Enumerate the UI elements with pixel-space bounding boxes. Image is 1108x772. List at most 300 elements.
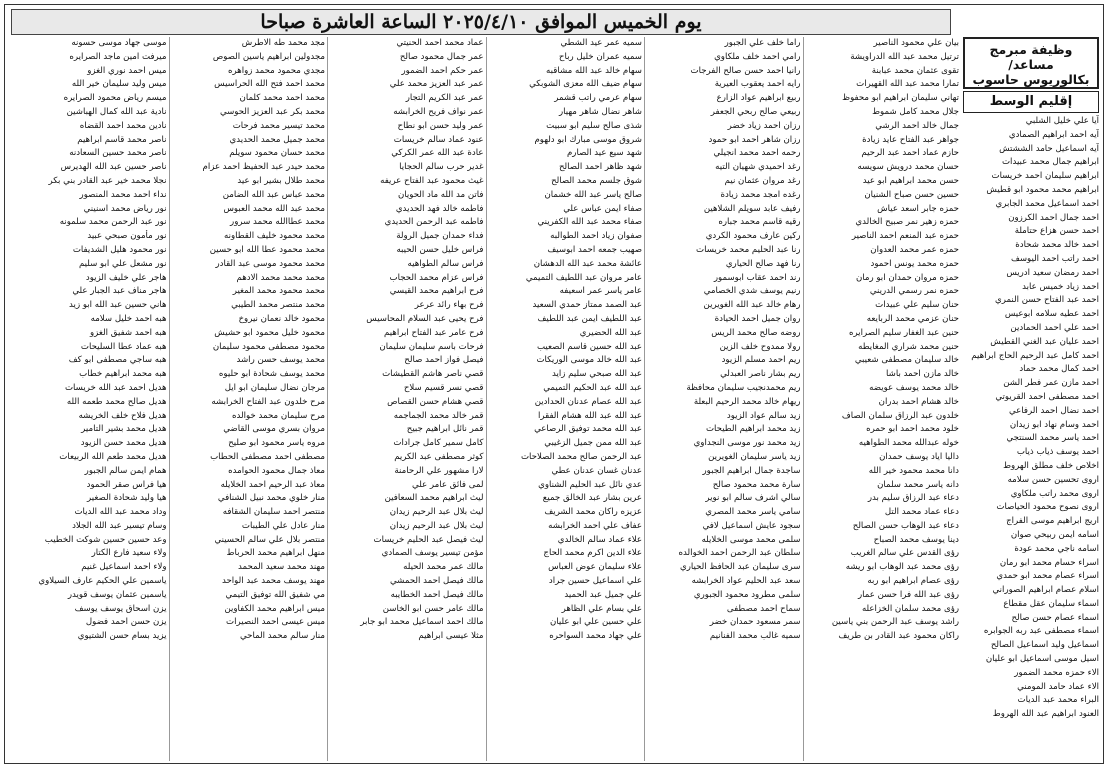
name-entry: عزيزه راكان محمد الشريف bbox=[544, 507, 642, 518]
name-entry: سهام عرمي راتب قشمر bbox=[554, 93, 642, 104]
name-entry: عبد الله صبحي سليم زايد bbox=[551, 369, 642, 380]
name-entry: هديل صالح محمد طعمه الله bbox=[66, 396, 167, 407]
name-entry: مالك عامر حسن ابو الخاسن bbox=[382, 603, 484, 614]
name-entry: ربيعي صالح ربحي الجعفر bbox=[710, 106, 801, 117]
name-entry: ياسمين علي الحكيم عارف السيلاوي bbox=[38, 576, 167, 587]
name-entry: شهد سيع عيد الصارم bbox=[566, 148, 642, 159]
name-entry: حازم عماد احمد عبد الرحيم bbox=[861, 148, 959, 159]
name-entry: سلطان عبد الرحمن احمد الخوالده bbox=[678, 548, 801, 559]
name-entry: دانا محمد محمود خير الله bbox=[868, 465, 959, 476]
name-entry: محمد عباس عبد الله الضامن bbox=[222, 189, 325, 200]
name-entry: احمد عبد الفتاح حسن النمري bbox=[994, 295, 1099, 306]
name-entry: ابراهيم محمد محمود ابو قطيش bbox=[986, 184, 1099, 195]
name-entry: احمد زياد خميس عابد bbox=[1022, 281, 1099, 292]
name-entry: فراس عزام محمد الحجاب bbox=[389, 272, 484, 283]
name-entry: علاء سليمان عوض العباس bbox=[548, 562, 642, 573]
name-entry: رؤى عبد الله فرا حسن عمار bbox=[858, 589, 959, 600]
name-entry: تهاني سليمان ابراهيم ابو محفوظ bbox=[842, 93, 959, 104]
document-page bbox=[4, 4, 1104, 764]
name-entry: دعاء عبد الرزاق سليم بدر bbox=[867, 493, 959, 504]
name-entry: ميرفت امين ماجد الصرايره bbox=[69, 51, 167, 62]
name-entry: حسان محمد درويش سويسه bbox=[857, 162, 959, 173]
name-entry: حمزه محمد يونس احمود bbox=[870, 258, 959, 269]
name-entry: فرحات باسم سليمان سليمان bbox=[379, 341, 484, 352]
name-entry: اسراء عصام محمد ابو حمدي bbox=[996, 571, 1099, 582]
name-entry: احمد راتب احمد اليوسف bbox=[1010, 253, 1099, 264]
name-entry: معاذ عبد الرحيم احمد الخلايله bbox=[220, 479, 325, 490]
name-entry: رنيم يوسف شدي الخصامي bbox=[703, 286, 801, 297]
names-columns bbox=[11, 37, 961, 761]
name-entry: علي حسين علي ابو عليان bbox=[549, 617, 642, 628]
name-entry: رفيف عابد سويلم الشلاهين bbox=[703, 203, 801, 214]
name-entry: دينا يوسف محمد الصباح bbox=[873, 534, 959, 545]
name-entry: سالي اشرف سالم ابو نوير bbox=[705, 493, 801, 504]
names-column bbox=[327, 37, 486, 761]
name-entry: هبه احمد خليل سلامه bbox=[90, 313, 167, 324]
name-entry: رزان احمد زياد خضر bbox=[727, 120, 801, 131]
name-entry: نادية عبد الله كمال الهباشين bbox=[66, 106, 167, 117]
name-entry: حمزه جابر اسعد عياش bbox=[877, 203, 959, 214]
name-entry: سامي ياسر محمد المصري bbox=[705, 507, 801, 518]
name-entry: احمد حسن هزاع حتاملة bbox=[1014, 226, 1099, 237]
name-entry: احمد ياسر محمد السنتجي bbox=[1006, 433, 1099, 444]
name-entry: تقوى عثمان محمد عبابنة bbox=[871, 65, 959, 76]
name-entry: البراء محمد عبد الديات bbox=[1017, 695, 1099, 706]
name-entry: هبه ساجي مصطفى ابو كف bbox=[68, 355, 167, 366]
name-entry: ولاء احمد اسماعيل غنيم bbox=[81, 562, 167, 573]
name-entry: العنود ابراهيم عبد الله الهروط bbox=[992, 709, 1099, 720]
name-entry: منهل ابراهيم محمد الحرباط bbox=[226, 548, 325, 559]
name-entry: احمد عطيه سلامه ابوعيس bbox=[1004, 309, 1099, 320]
name-entry: سارة محمد محمود صالح bbox=[712, 479, 801, 490]
name-entry: نداء احمد محمد المنصور bbox=[79, 189, 167, 200]
name-entry: ريهام خالد محمد الرحيم البعلة bbox=[693, 396, 801, 407]
name-entry: عمر حكم احمد الضمور bbox=[401, 65, 484, 76]
name-entry: ميسم رياض محمود الصرايره bbox=[63, 93, 167, 104]
name-entry: احمد جمال احمد الكرزون bbox=[1008, 212, 1099, 223]
name-entry: راكان محمود عبد القادر بن طريف bbox=[838, 631, 959, 642]
name-entry: غيث محمود عبد الفتاح عريفه bbox=[380, 175, 484, 186]
name-entry: هديل فلاح خلف الخريشه bbox=[78, 410, 167, 421]
name-entry: عمر عبد العزيز محمد علي bbox=[389, 79, 484, 90]
name-entry: راما خلف علي الجبور bbox=[724, 38, 801, 48]
name-entry: عبد الله خالد موسى الوريكات bbox=[536, 355, 642, 366]
name-entry: محمد يوسف حسن راشد bbox=[236, 355, 325, 366]
name-entry: قمر خالد محمد الجماجمه bbox=[393, 410, 484, 421]
name-entry: اسماء سليمان عقل مقطاع bbox=[1003, 598, 1099, 609]
name-entry: مهند محمد سعيد المحمد bbox=[238, 562, 325, 573]
name-entry: رامي احمد خلف ملكاوي bbox=[714, 51, 801, 62]
name-entry: نور محمود هليل الشديفات bbox=[72, 244, 167, 255]
name-entry: اسماء عصام حسن صالح bbox=[1011, 612, 1099, 623]
name-entry: هاني حسين عبد الله ابو زيد bbox=[69, 300, 167, 311]
name-entry: مالك فيصل احمد الخطايبه bbox=[390, 589, 484, 600]
region-label: إقليم الوسط bbox=[963, 91, 1099, 113]
name-entry: محمد تيسير محمد فرحات bbox=[232, 120, 325, 131]
name-entry: عبد الله محمد توفيق الرصاعي bbox=[534, 424, 642, 435]
name-entry: ناصر محمد حسين السعادنه bbox=[69, 148, 167, 159]
name-entry: ميس وليد سليمان خير الله bbox=[71, 79, 167, 90]
name-entry: فيصل فواز احمد صالح bbox=[404, 355, 484, 366]
name-entry: سميه غالب محمد الفنانيم bbox=[709, 631, 801, 642]
job-title: وظيفة مبرمج مساعد/ bbox=[989, 42, 1073, 72]
name-entry: عامر ياسر عمر اسعيفه bbox=[559, 286, 642, 297]
name-entry: رؤى محمد سلمان الخزاعله bbox=[861, 603, 959, 614]
name-entry: عبد الصمد ممتاز حمدي السعيد bbox=[532, 300, 642, 311]
name-entry: ساجدة جمال ابراهيم الجبور bbox=[702, 465, 801, 476]
name-entry: زيد ياسر سليمان الغويرين bbox=[708, 451, 801, 462]
name-entry: مثلا عيسى ابراهيم bbox=[418, 631, 484, 642]
name-entry: دعاء عماد محمد التل bbox=[884, 507, 959, 518]
name-entry: محمد محمود خليف القطاونه bbox=[223, 231, 325, 242]
name-entry: احمد نضال احمد الرفاعي bbox=[1008, 405, 1099, 416]
name-entry: خالد مازن احمد باشا bbox=[886, 369, 959, 380]
name-entry: مالك عمر محمد الحيله bbox=[403, 562, 484, 573]
name-entry: مهند يوسف محمد عبد الواحد bbox=[221, 576, 325, 587]
name-entry: لارا مشهور علي الرحامنة bbox=[394, 465, 484, 476]
name-entry: ابراهيم سليمان احمد خريسات bbox=[991, 171, 1099, 182]
name-entry: احمد رمضان سعيد ادريس bbox=[1006, 267, 1099, 278]
name-entry: سلمى محمد موسى الخلايله bbox=[701, 534, 801, 545]
name-entry: هديل محمد طعم الله الربيعات bbox=[59, 451, 167, 462]
name-entry: آيه احمد ابراهيم الصمادي bbox=[1008, 129, 1099, 140]
name-entry: مرح سليمان محمد خوالده bbox=[231, 410, 325, 421]
name-entry: رنا فهد صالح الحياري bbox=[725, 258, 801, 269]
name-entry: عمر وليد حسن ابو نطاح bbox=[397, 120, 484, 131]
name-entry: رغد احميدي شهيان التيه bbox=[715, 162, 801, 173]
name-entry: علي بسام علي الظاهر bbox=[561, 603, 642, 614]
name-entry: هبه محمد ابراهيم خطاب bbox=[79, 369, 167, 380]
name-entry: حنان عزمي محمد الربايعه bbox=[866, 313, 959, 324]
name-entry: فرح بهاء رائد عرعر bbox=[414, 300, 484, 311]
name-entry: اروى نصوح محمود الحياصات bbox=[996, 502, 1099, 513]
name-entry: عبد الرحمن صالح محمد الصلاحات bbox=[520, 451, 642, 462]
name-entry: مالك احمد اسماعيل محمد ابو جابر bbox=[360, 617, 484, 628]
name-entry: محمد بكر عبد العزيز الحوسي bbox=[219, 106, 325, 117]
name-entry: ليث فيصل عبد الحليم خريسات bbox=[373, 534, 484, 545]
name-entry: حسن محمد ابراهيم ابو عيد bbox=[862, 175, 959, 186]
name-entry: رايه احمد يعقوب العيرية bbox=[714, 79, 801, 90]
name-entry: احمد مصطفى احمد القريوتي bbox=[995, 391, 1099, 402]
names-column bbox=[803, 37, 962, 761]
name-entry: مجد محمد طه الاطرش bbox=[241, 38, 325, 48]
name-entry: اسماء مصطفى عبد ربه الجوابره bbox=[983, 626, 1099, 637]
name-entry: رحمه احمد محمد انجيلي bbox=[713, 148, 801, 159]
name-entry: رولا ممدوح خلف الزين bbox=[719, 341, 801, 352]
name-entry: مروان بسري موسى القاضي bbox=[223, 424, 325, 435]
name-entry: خالد سليمان مصطفى شعيبي bbox=[854, 355, 959, 366]
name-entry: عدي نائل عبد الحليم الشناوي bbox=[538, 479, 642, 490]
name-entry: كامل سمير كامل جرادات bbox=[393, 438, 484, 449]
name-entry: دعاء عبد الوهاب حسن الصالح bbox=[852, 520, 959, 531]
name-entry: نجلا محمد خير عبد القادر بني بكر bbox=[48, 175, 167, 186]
name-entry: هبه عماد عطا السليحات bbox=[80, 341, 167, 352]
name-entry: اسيل موسى اسماعيل ابو عليان bbox=[985, 654, 1099, 665]
name-entry: هديل محمد حسن الزيود bbox=[80, 438, 167, 449]
name-entry: كوثر مصطفى عبد الكريم bbox=[394, 451, 484, 462]
name-entry: صهيب جمعه احمد ابوسيف bbox=[547, 244, 642, 255]
name-entry: مالك فيصل احمد الحمشي bbox=[390, 576, 484, 587]
name-entry: زيد محمد نور موسى النجداوي bbox=[693, 438, 801, 449]
name-entry: رؤى محمد عبد الوهاب ابو ريشه bbox=[845, 562, 959, 573]
name-entry: مروه ياسر محمود ابو صليح bbox=[228, 438, 325, 449]
name-entry: خلدون عبد الرزاق سلمان الصاف bbox=[841, 410, 959, 421]
name-entry: شهد ظاهر احمد الصالح bbox=[558, 162, 642, 173]
name-entry: محمود مصطفى محمود سليمان bbox=[212, 341, 325, 352]
name-entry: سميه عمر عيد الشطي bbox=[560, 38, 642, 48]
name-entry: محمد منتصر محمد الطيبي bbox=[231, 300, 325, 311]
name-entry: رنا عبد الحليم محمد خريسات bbox=[696, 244, 801, 255]
names-column bbox=[644, 37, 803, 761]
name-entry: حنين محمد شراري المغايطه bbox=[858, 341, 959, 352]
name-entry: قمر نائل ابراهيم جبيح bbox=[406, 424, 484, 435]
name-entry: رانيا احمد حسن صالح الفرجات bbox=[690, 65, 801, 76]
name-entry: راشد يوسف عبد الرحمن بني ياسين bbox=[831, 617, 959, 628]
name-entry: ليث بلال عبد الرحيم زيدان bbox=[389, 520, 484, 531]
name-entry: مرح خلدون عبد الفتاح الخرابشه bbox=[211, 396, 325, 407]
name-entry: بيان علي محمود الناصير bbox=[873, 38, 959, 48]
name-entry: منار عادل علي الطيبات bbox=[241, 520, 325, 531]
name-entry: عدنان غسان عدنان عطي bbox=[551, 465, 642, 476]
name-entry: وعد حسين حسين شوكت الخطيب bbox=[44, 534, 167, 545]
name-entry: الاء عماد حامد المومني bbox=[1017, 681, 1099, 692]
name-entry: محمد طلال بشير ابو عيد bbox=[237, 175, 325, 186]
names-column-first bbox=[963, 115, 1099, 761]
name-entry: مرجان نضال سليمان ابو ايل bbox=[224, 382, 325, 393]
name-entry: فرح عامر عبد الفتاح ابراهيم bbox=[383, 327, 484, 338]
name-entry: دانه ياسر محمد سلمان bbox=[877, 479, 959, 490]
name-entry: رغد مروان عثمان نيم bbox=[724, 175, 801, 186]
name-entry: اروى محمد راتب ملكاوي bbox=[1010, 488, 1099, 499]
name-entry: محمد حيدر عبد الحفيظ احمد عزام bbox=[202, 162, 325, 173]
name-entry: ميس ابراهيم محمد الكفاوين bbox=[224, 603, 325, 614]
name-entry: فاتن مد الله ماد الحويان bbox=[397, 189, 484, 200]
name-entry: ناصر محمد قاسم ابراهيم bbox=[77, 134, 167, 145]
name-entry: ميس عيسى احمد النصيرات bbox=[226, 617, 325, 628]
name-entry: ابراهيم جمال محمد عبيدات bbox=[1001, 157, 1099, 168]
name-entry: سماح احمد مصطفى bbox=[726, 603, 801, 614]
name-entry: حمزه نمر رسمي الدريني bbox=[869, 286, 959, 297]
name-entry: عرين بشار عبد الخالق جميع bbox=[542, 493, 642, 504]
name-entry: عبد الله الحضيري bbox=[579, 327, 642, 338]
name-entry: احمد كامل عبد الرحيم الحاج ابراهيم bbox=[971, 350, 1099, 361]
name-entry: محمود خليل محمود ابو حشيش bbox=[214, 327, 325, 338]
name-entry: صفاء ايمن عباس علي bbox=[563, 203, 642, 214]
name-entry: رؤى عصام ابراهيم ابو ربه bbox=[867, 576, 959, 587]
name-entry: هاجر علي خليف الزيود bbox=[85, 272, 167, 283]
name-entry: شاهر نضال شاهر مهيار bbox=[558, 106, 642, 117]
name-entry: نادين محمد احمد القضاه bbox=[79, 120, 167, 131]
name-entry: رؤى القدس علي سالم الغريب bbox=[850, 548, 959, 559]
name-entry: محمد حسان محمود سويلم bbox=[229, 148, 325, 159]
name-entry: حمزه عبد المنعم احمد الناصير bbox=[851, 231, 959, 242]
name-entry: عبد الله ممن جميل الزغيبي bbox=[544, 438, 642, 449]
name-entry: منار خلوي محمد نبيل الشنافي bbox=[217, 493, 325, 504]
name-entry: ياسمين عثمان يوسف قويدر bbox=[67, 589, 167, 600]
name-entry: روان جميل احمد الحيادة bbox=[714, 313, 801, 324]
name-entry: خالد محمد يوسف عويضه bbox=[869, 382, 959, 393]
name-entry: علي اسماعيل حسين جراد bbox=[548, 576, 642, 587]
name-entry: ركين عارف محمود الكردي bbox=[705, 231, 801, 242]
name-entry: مجدولين ابراهيم ياسين الصوص bbox=[212, 51, 325, 62]
name-entry: هيا فراس صقر الحمود bbox=[86, 479, 167, 490]
names-column bbox=[11, 37, 169, 761]
name-entry: محمد محمود محمد المغير bbox=[232, 286, 325, 297]
name-entry: موسى جهاد موسى حسونه bbox=[71, 38, 167, 48]
name-entry: احمد عليان عبد الغني القطيش bbox=[990, 336, 1099, 347]
name-entry: مجدي محمود محمد زواهره bbox=[227, 65, 325, 76]
name-entry: رزان شاهر احمد ابو حمود bbox=[708, 134, 801, 145]
name-entry: عفاف علي احمد الخرابشه bbox=[548, 520, 642, 531]
name-entry: محمد احمد فتح الله الحراسيس bbox=[214, 79, 325, 90]
name-entry: عادة عبد الله عمر الكركي bbox=[391, 148, 484, 159]
name-entry: نور مشعل علي ابو سليم bbox=[78, 258, 167, 269]
page-title: يوم الخميس الموافق ٢٠٢٥/٤/١٠ الساعة العاشرة صباحا bbox=[11, 9, 951, 35]
name-entry: معاذ جمال محمود الحوامده bbox=[228, 465, 325, 476]
name-entry: منار سالم محمد الماحي bbox=[239, 631, 325, 642]
name-entry: زيد سالم عواد الزيود bbox=[726, 410, 801, 421]
name-entry: خالد هشام احمد بدران bbox=[878, 396, 959, 407]
name-entry: ولاء سعيد فارع الكتار bbox=[91, 548, 167, 559]
name-entry: مؤمن تيسير يوسف الصمادي bbox=[381, 548, 484, 559]
name-entry: سجود عايش اسماعيل لافي bbox=[702, 520, 801, 531]
name-entry: لمى فائق عامر علي bbox=[412, 479, 484, 490]
name-entry: عماد محمد احمد الحنيتي bbox=[396, 38, 484, 48]
name-entry: هاجر مناف عبد الجبار علي bbox=[72, 286, 167, 297]
name-entry: عائشة محمد عبد الله الدهشان bbox=[533, 258, 642, 269]
name-entry: ليث ابراهيم محمد السعافين bbox=[384, 493, 484, 504]
name-entry: سرى سليمان عبد الحافظ الحياري bbox=[680, 562, 801, 573]
name-entry: فداء حمدان جميل الرولة bbox=[396, 231, 484, 242]
name-entry: صفاء محمد عبد الله الكفريني bbox=[537, 217, 642, 228]
name-entry: حمزه زهير نمر صبيح الخالدي bbox=[855, 217, 959, 228]
name-entry: داليا اياد يوسف حمدان bbox=[879, 451, 959, 462]
names-column bbox=[169, 37, 328, 761]
name-entry: ريم بشار ناصر العبدلي bbox=[720, 369, 801, 380]
name-entry: علي جميل عبد الحميد bbox=[564, 589, 642, 600]
name-entry: يزن حسن احمد فضول bbox=[85, 617, 167, 628]
name-entry: همام ايمن سالم الجبور bbox=[84, 465, 167, 476]
name-entry: احمد علي احمد الحمادين bbox=[1010, 322, 1099, 333]
name-entry: احمد مازن عمر فطر الشن bbox=[1003, 378, 1099, 389]
job-qualification: بكالوريوس حاسوب bbox=[972, 72, 1090, 87]
name-entry: عامر مروان عبد اللطيف التميمي bbox=[525, 272, 642, 283]
name-entry: رقيه قاسم محمد جباره bbox=[718, 217, 801, 228]
name-entry: ريم محمدنجيب سليمان محافظة bbox=[686, 382, 801, 393]
name-entry: فراس سالم الطواهيه bbox=[407, 258, 484, 269]
name-entry: فرح ابراهيم محمد القيسي bbox=[389, 286, 484, 297]
name-entry: منتصر احمد سليمان الشقافه bbox=[222, 507, 325, 518]
name-entry: علاء الدين اكرم محمد الحاج bbox=[543, 548, 642, 559]
name-entry: يزن اسحاق يوسف يوسف bbox=[74, 603, 167, 614]
name-entry: محمد يوسف شحادة ابو حليوه bbox=[218, 369, 325, 380]
name-entry: عمر عبد الكريم التجار bbox=[405, 93, 484, 104]
name-entry: اسماعيل وليد اسماعيل الصالح bbox=[990, 640, 1099, 651]
name-entry: محمد عبد الله محمد العبوس bbox=[223, 203, 325, 214]
name-entry: صالح ياسر عبد الله خشمان bbox=[544, 189, 642, 200]
name-entry: شذى صالح سليم ابو سبيت bbox=[546, 120, 642, 131]
name-entry: سلمى مطرود محمود الجبوري bbox=[693, 589, 801, 600]
name-entry: سميه عمران خليل رباح bbox=[558, 51, 642, 62]
name-entry: عمر جمال محمود صالح bbox=[399, 51, 484, 62]
name-entry: نور مأمون صبحي عبيد bbox=[87, 231, 167, 242]
name-entry: زيد محمد ابراهيم الطيحات bbox=[705, 424, 801, 435]
name-entry: فراس خليل حسن الحيبه bbox=[396, 244, 484, 255]
name-entry: روضه صالح محمد الريس bbox=[711, 327, 801, 338]
name-entry: قصي هشام حسن القصاص bbox=[387, 396, 484, 407]
name-entry: اسلام عصام ابراهيم الصوراني bbox=[992, 585, 1099, 596]
name-entry: قصي ناصر هاشم القطيشات bbox=[382, 369, 484, 380]
name-entry: سمر مسعود حمدان خضر bbox=[709, 617, 801, 628]
name-entry: عبد اللطيف ايمن عبد اللطيف bbox=[537, 313, 642, 324]
name-entry: حمزه عمر محمد العدوان bbox=[870, 244, 959, 255]
name-entry: اسامه ايمن ربيحي صوان bbox=[1010, 529, 1099, 540]
name-entry: سهام خالد عبد الله مشاقبه bbox=[546, 65, 642, 76]
name-entry: محمد جميل محمد الحديدي bbox=[229, 134, 325, 145]
name-entry: ربيع ابراهيم عواد الزارع bbox=[716, 93, 801, 104]
job-title-box bbox=[963, 37, 1099, 89]
name-entry: محمود خالد نعمان نيروخ bbox=[238, 313, 325, 324]
name-entry: آيه اسماعيل حامد الششتش bbox=[999, 143, 1099, 154]
name-entry: ناصر حسين عبد الله الهديرس bbox=[60, 162, 167, 173]
name-entry: علاء عماد سالم الخالدي bbox=[557, 534, 642, 545]
name-entry: محمد احمد محمد كلمان bbox=[239, 93, 325, 104]
name-entry: تمارا محمد عبد الله القهيرات bbox=[856, 79, 959, 90]
name-entry: حسين حسن صباح الشنيان bbox=[864, 189, 959, 200]
name-entry: ليث بلال عبد الرحيم زيدان bbox=[389, 507, 484, 518]
name-entry: خلود محمد احمد ابو حمره bbox=[866, 424, 959, 435]
name-entry: اروى تحسين حسن سلامه bbox=[1007, 474, 1099, 485]
name-entry: غدير حرب سالم الحجايا bbox=[399, 162, 484, 173]
name-entry: هديل محمد بشير التامير bbox=[81, 424, 167, 435]
name-entry: احمد كمال محمد حماد bbox=[1019, 364, 1099, 375]
name-entry: احمد خالد محمد شحادة bbox=[1015, 240, 1099, 251]
name-entry: خوله عبدالله محمد الطواهيه bbox=[858, 438, 959, 449]
name-entry: سهام ضيف الله معزى الشوبكي bbox=[529, 79, 642, 90]
name-entry: اخلاص خلف مطلق الهروط bbox=[1003, 460, 1099, 471]
name-entry: اريج ابراهيم موسى الفراج bbox=[1006, 516, 1099, 527]
name-entry: احمد اسماعيل محمد الجابري bbox=[995, 198, 1099, 209]
name-entry: علي جهاد محمد السواحره bbox=[549, 631, 642, 642]
name-entry: حنان سليم علي عبيدات bbox=[875, 300, 959, 311]
name-entry: عبد الله حسين قاسم الصعيب bbox=[536, 341, 642, 352]
name-entry: حمزه مروان حمدان ابو رمان bbox=[855, 272, 959, 283]
name-entry: ترتيل محمد عبد الله الدراويشة bbox=[850, 51, 959, 62]
name-entry: حنين عبد الغفار سليم الصرايره bbox=[848, 327, 959, 338]
name-entry: الاء حمزه محمد الضمور bbox=[1014, 667, 1099, 678]
name-entry: فاطمه خالد فهد الحديدي bbox=[395, 203, 484, 214]
name-entry: محمد عطاالله محمد سرور bbox=[230, 217, 325, 228]
name-entry: عبد الله عصام عدنان الحدادين bbox=[534, 396, 642, 407]
name-entry: هبه احمد شفيق الغزو bbox=[90, 327, 167, 338]
name-entry: مصطفى احمد مصطفى الحطاب bbox=[210, 451, 325, 462]
name-entry: اسراء حسام محمد ابو رمان bbox=[999, 557, 1099, 568]
name-entry: اسامه ناجي محمد عودة bbox=[1014, 543, 1099, 554]
name-entry: هديل احمد عبد الله خريسات bbox=[64, 382, 167, 393]
name-entry: فرح يحيى عبد السلام المحاسيس bbox=[366, 313, 484, 324]
name-entry: جلال محمد كامل شموط bbox=[872, 106, 959, 117]
name-entry: نور رياض محمد اسنيني bbox=[83, 203, 167, 214]
name-entry: صفوان زياد احمد الطوالبه bbox=[550, 231, 642, 242]
name-entry: ميس احمد نوري الغزو bbox=[87, 65, 167, 76]
name-entry: يزيد بسام حسن الشتيوي bbox=[77, 631, 167, 642]
name-entry: نور عبد الرحمن محمد سلمونه bbox=[59, 217, 167, 228]
name-entry: محمد محمد محمد الادهم bbox=[236, 272, 325, 283]
name-entry: محمد محمود موسى عبد القادر bbox=[215, 258, 325, 269]
name-entry: جمال خالد احمد الرشي bbox=[875, 120, 959, 131]
name-entry: رغده امجد محمد زيادة bbox=[720, 189, 801, 200]
name-entry: شروق موسى مبارك ابو دلهوم bbox=[534, 134, 642, 145]
